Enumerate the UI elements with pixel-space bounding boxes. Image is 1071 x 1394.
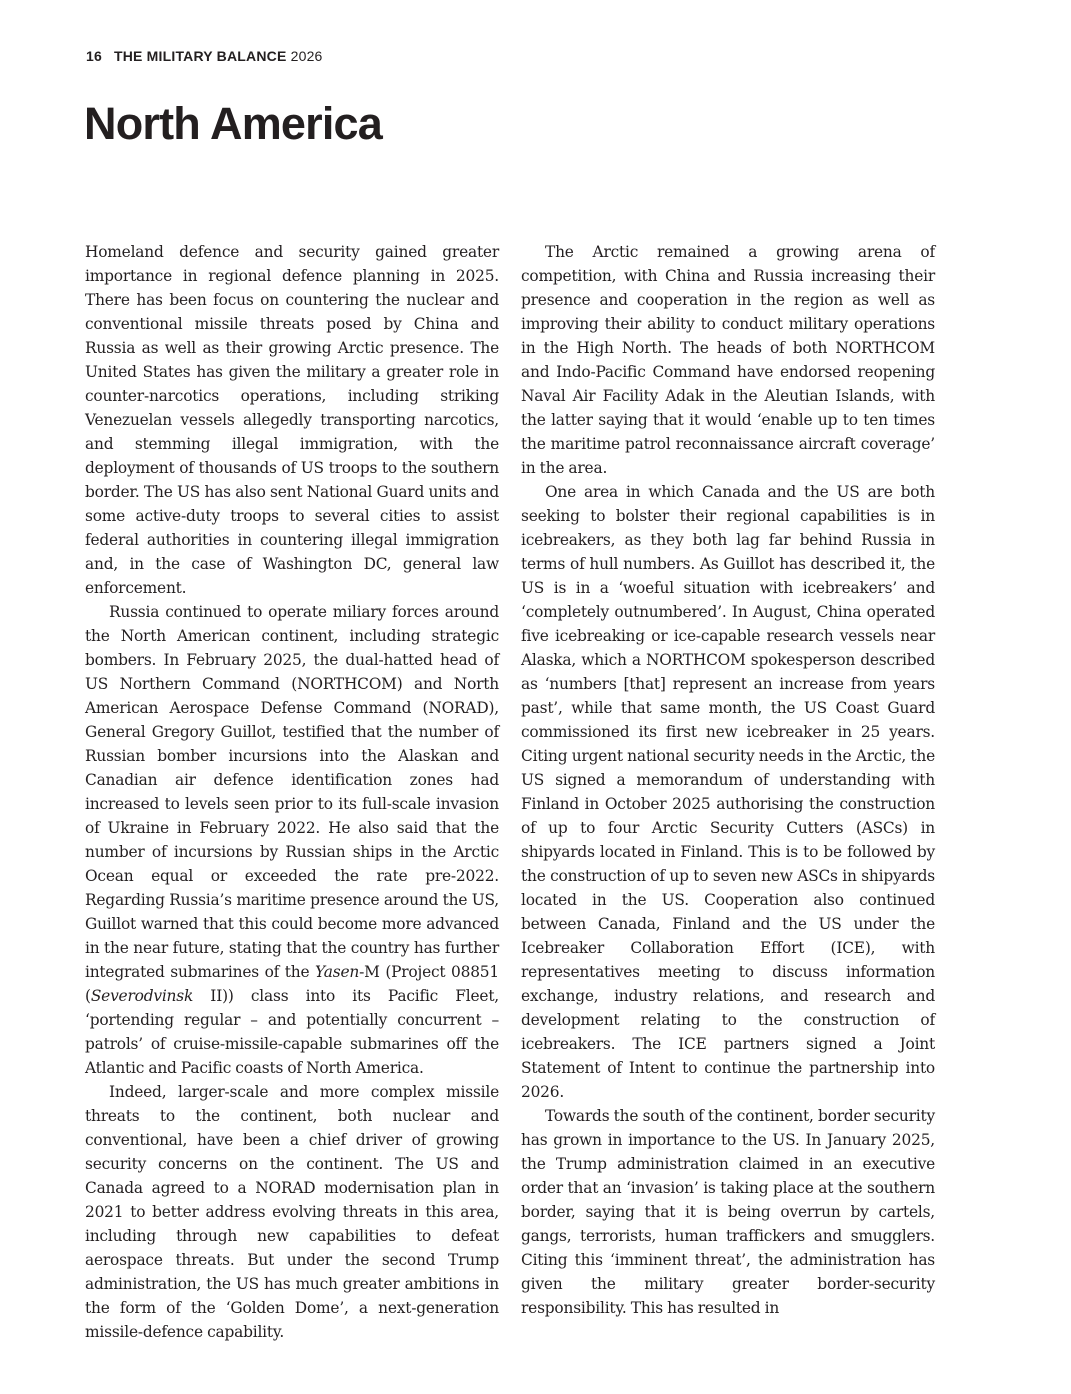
paragraph (85, 600, 499, 1080)
page-number: 16 (86, 48, 102, 64)
italic-class-name: Severodvinsk (90, 987, 194, 1005)
paragraph: Indeed, larger-scale and more complex missile threats to the continent, both nuclear and conventional, have been a chief driver of growing security concerns on the continent. The US and Canada agreed to a NORAD modernisation plan in 2021 to better address evolving threats in this area, including through new capabilities to defeat aerospace threats. But under the second Trump administration, the US has much greater ambitions in the form of the ‘Golden Dome’, a next-generation missile-defence capability. (85, 1083, 499, 1341)
publication-year: 2026 (290, 48, 323, 64)
paragraph: Homeland defence and security gained greater importance in regional defence planning in 2025. There has been focus on countering the nuclear and conventional missile threats posed by China and Russia as well as their growing Arctic presence. The United States has given the military a greater role in counter-narcotics operations, including striking Venezuelan vessels allegedly transporting narcotics, and stemming illegal immigration, with the deployment of thousands of US troops to the southern border. The US has also sent National Guard units and some active-duty troops to several cities to assist federal authorities in countering illegal immigration and, in the case of Washington DC, general law enforcement. (85, 243, 499, 597)
paragraph-text: -M (Project 08851 ( (85, 963, 499, 1005)
paragraph: The Arctic remained a growing arena of competition, with China and Russia increasing their presence and cooperation in the region as well as improving their ability to conduct military operations in the High North. The heads of both NORTHCOM and Indo-Pacific Command have endorsed reopening Naval Air Facility Adak in the Aleutian Islands, with the latter saying that it would ‘enable up to ten times the maritime patrol reconnaissance aircraft coverage’ in the area. (521, 243, 935, 477)
left-column (85, 240, 499, 1341)
paragraph: One area in which Canada and the US are both seeking to bolster their regional capabilities is in icebreakers, as they both lag far behind Russia in terms of hull numbers. As Guillot has described it, the US is in a ‘woeful situation with icebreakers’ and ‘completely outnumbered’. In August, China operated five icebreaking or ice-capable research vessels near Alaska, which a NORTHCOM spokesperson described as ‘numbers [that] represent an increase from years past’, while that same month, the US Coast Guard commissioned its first new icebreaker in 25 years. Citing urgent national security needs in the Arctic, the US signed a memorandum of understanding with Finland in October 2025 authorising the construction of up to four Arctic Security Cutters (ASCs) in shipyards located in Finland. This is to be followed by the construction of up to seven new ASCs in shipyards located in the US. Cooperation also continued between Canada, Finland and the US under the Icebreaker Collaboration Effort (ICE), with representatives meeting to discuss information exchange, industry relations, and research and development relating to the construction of icebreakers. The ICE partners signed a Joint Statement of Intent to continue the partnership into 2026. (521, 483, 935, 1101)
running-head (86, 48, 323, 64)
italic-class-name: Yasen (315, 963, 360, 981)
right-column (521, 240, 935, 1330)
chapter-title: North America (84, 98, 383, 149)
paragraph-text: II)) class into its Pacific Fleet, ‘portending regular – and potentially concurrent – patrols’ of cruise-missile-capable submarines off the Atlantic and Pacific coasts of North America. (85, 987, 499, 1077)
paragraph: Towards the south of the continent, border security has grown in importance to the US. In January 2025, the Trump administration claimed in an executive order that an ‘invasion’ is taking place at the southern border, saying that it is being overrun by cartels, gangs, terrorists, human traffickers and smugglers. Citing this ‘imminent threat’, the administration has given the military greater border-security responsibility. This has resulted in (521, 1107, 935, 1317)
paragraph-text: Russia continued to operate miliary forces around the North American continent, including strategic bombers. In February 2025, the dual-hatted head of US Northern Command (NORTHCOM) and North American Aerospace Defense Command (NORAD), General Gregory Guillot, testified that the number of Russian bomber incursions into the Alaskan and Canadian air defence identification zones had increased to levels seen prior to its full-scale invasion of Ukraine in February 2022. He also said that the number of incursions by Russian ships in the Arctic Ocean equal or exceeded the rate pre-2022. Regarding Russia’s maritime presence around the US, Guillot warned that this could become more advanced in the near future, stating that the country has further integrated submarines of the (85, 603, 499, 981)
publication-title: THE MILITARY BALANCE (113, 48, 287, 64)
